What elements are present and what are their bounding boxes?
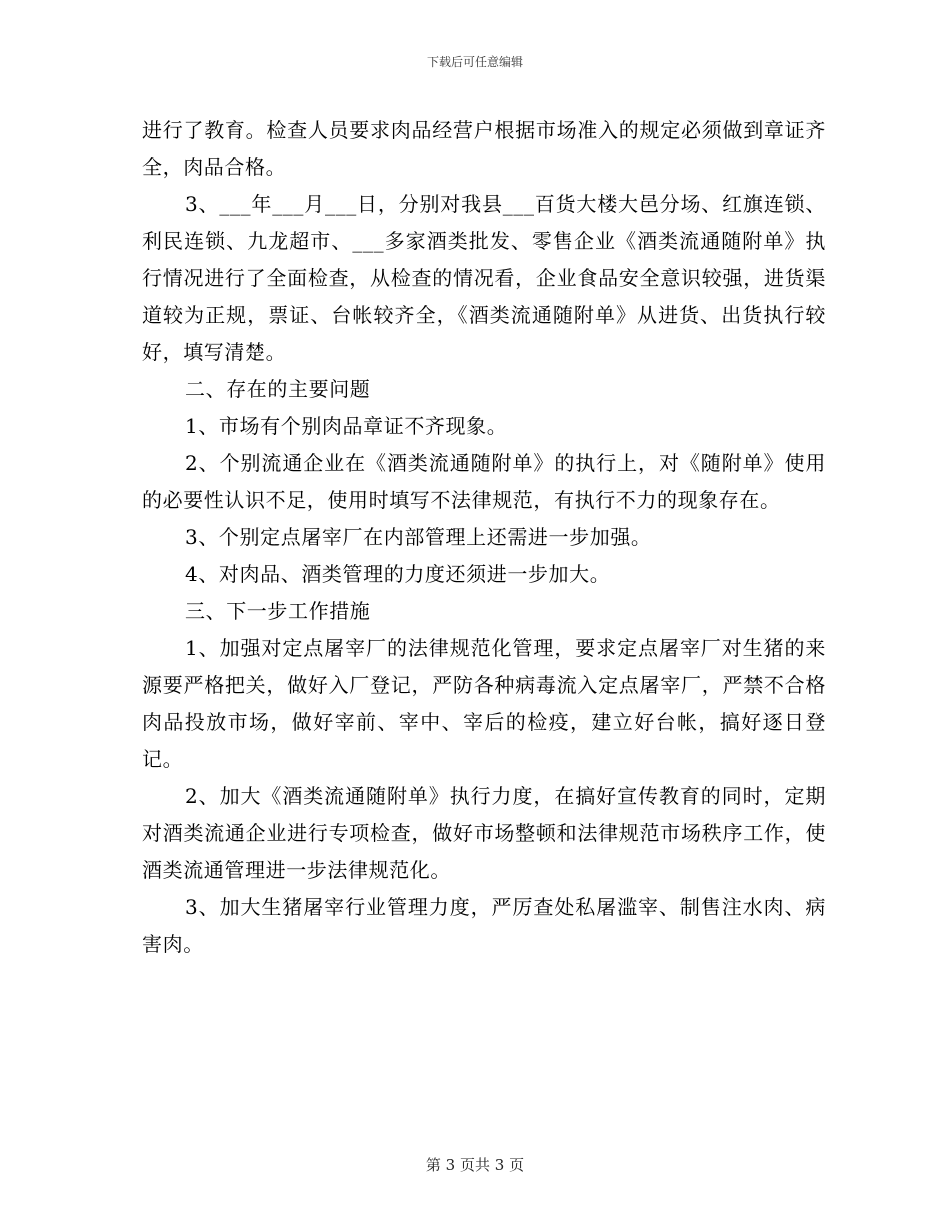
problem-item-1: 1、市场有个别肉品章证不齐现象。 [185,414,508,438]
page-footer: 第 3 页共 3 页 [425,1156,525,1174]
measure-item-1: 1、加强对定点屠宰厂的法律规范化管理，要求定点屠宰厂对生猪的来源要严格把关，做好入厂登记，严防各种病毒流入定点屠宰厂，严禁不合格肉品投放市场，做好宰前、宰中、宰后的检疫，建立好台帐，搞好逐日登记。 [142,636,826,771]
document-body [142,112,826,963]
problem-item-2: 2、个别流通企业在《酒类流通随附单》的执行上，对《随附单》使用的必要性认识不足，使用时填写不法律规范，有执行不力的现象存在。 [142,451,826,512]
section-heading-measures: 三、下一步工作措施 [185,599,371,623]
section-heading-problems: 二、存在的主要问题 [185,377,371,401]
paragraph-inspection-liquor: 3、___年___月___日，分别对我县___百货大楼大邑分场、红旗连锁、利民连锁、九龙超市、___多家酒类批发、零售企业《酒类流通随附单》执行情况进行了全面检查，从检查的情况看，企业食品安全意识较强，进货渠道较为正规，票证、台帐较齐全，《酒类流通随附单》从进货、出货执行较好，填写清楚。 [142,192,826,364]
problem-item-4: 4、对肉品、酒类管理的力度还须进一步加大。 [185,562,611,586]
measure-item-3: 3、加大生猪屠宰行业管理力度，严厉查处私屠滥宰、制售注水肉、病害肉。 [142,895,826,956]
paragraph-continuation: 进行了教育。检查人员要求肉品经营户根据市场准入的规定必须做到章证齐全，肉品合格。 [142,118,826,179]
page-header: 下载后可任意编辑 [426,55,523,69]
measure-item-2: 2、加大《酒类流通随附单》执行力度，在搞好宣传教育的同时，定期对酒类流通企业进行专项检查，做好市场整顿和法律规范市场秩序工作，使酒类流通管理进一步法律规范化。 [142,784,826,882]
problem-item-3: 3、个别定点屠宰厂在内部管理上还需进一步加强。 [185,525,652,549]
